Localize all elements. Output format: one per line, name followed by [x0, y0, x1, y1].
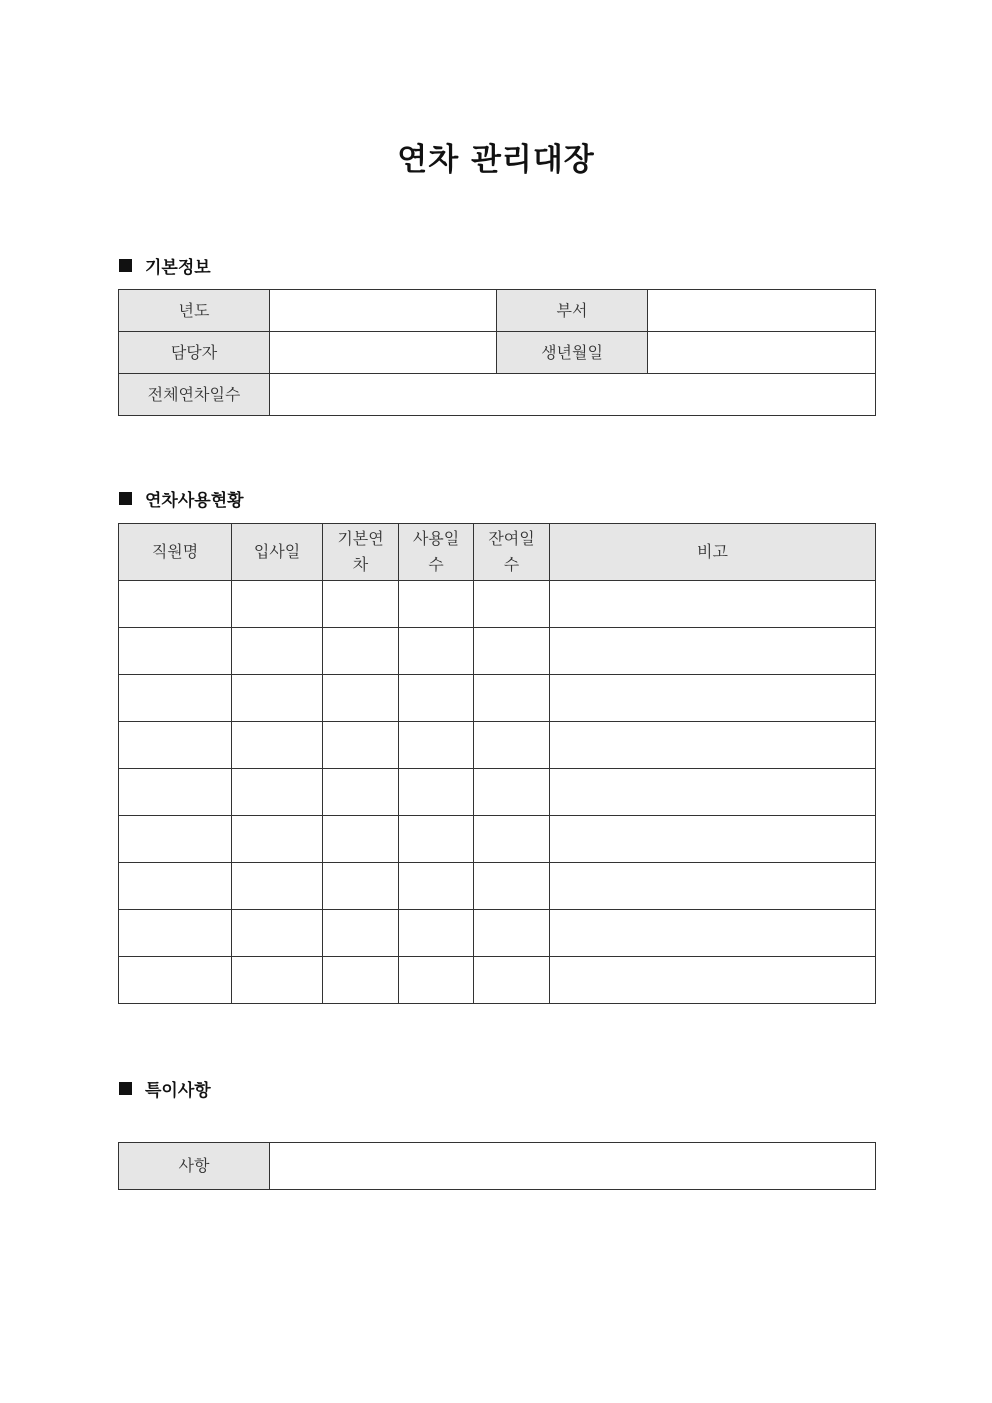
- used-days-cell[interactable]: [399, 628, 474, 675]
- section-heading-remarks: [119, 1076, 211, 1100]
- manager-label: 담당자: [119, 332, 270, 374]
- remaining-days-cell[interactable]: [474, 863, 550, 910]
- remaining-days-cell[interactable]: [474, 581, 550, 628]
- column-header-hire-date: 입사일: [232, 524, 323, 581]
- base-leave-cell[interactable]: [323, 769, 399, 816]
- birthdate-field[interactable]: [648, 332, 876, 374]
- total-leave-days-label: 전체연차일수: [119, 374, 270, 416]
- column-header-remarks: 비고: [550, 524, 876, 581]
- remaining-days-cell[interactable]: [474, 675, 550, 722]
- table-row: [119, 332, 876, 374]
- section-heading-basic-info: [119, 253, 211, 277]
- employee-name-cell[interactable]: [119, 863, 232, 910]
- remarks-table: [118, 1142, 876, 1190]
- base-leave-cell[interactable]: [323, 957, 399, 1004]
- table-row: [119, 957, 876, 1004]
- base-leave-cell[interactable]: [323, 910, 399, 957]
- column-header-used-days: 사용일수: [399, 524, 474, 581]
- year-label: 년도: [119, 290, 270, 332]
- used-days-cell[interactable]: [399, 675, 474, 722]
- base-leave-cell[interactable]: [323, 722, 399, 769]
- remaining-days-cell[interactable]: [474, 628, 550, 675]
- remaining-days-cell[interactable]: [474, 722, 550, 769]
- section-heading-label: 기본정보: [145, 257, 211, 278]
- table-row: [119, 374, 876, 416]
- year-field[interactable]: [270, 290, 497, 332]
- table-row: [119, 722, 876, 769]
- remarks-cell[interactable]: [550, 581, 876, 628]
- table-row: [119, 816, 876, 863]
- table-row: [119, 863, 876, 910]
- section-heading-label: 연차사용현황: [145, 490, 244, 511]
- remaining-days-cell[interactable]: [474, 816, 550, 863]
- leave-usage-table-body: [119, 581, 876, 1004]
- used-days-cell[interactable]: [399, 957, 474, 1004]
- table-row: [119, 1143, 876, 1190]
- section-heading-label: 특이사항: [145, 1080, 211, 1101]
- employee-name-cell[interactable]: [119, 769, 232, 816]
- used-days-cell[interactable]: [399, 816, 474, 863]
- table-row: [119, 910, 876, 957]
- remarks-cell[interactable]: [550, 628, 876, 675]
- employee-name-cell[interactable]: [119, 816, 232, 863]
- employee-name-cell[interactable]: [119, 957, 232, 1004]
- remarks-label: 사항: [119, 1143, 270, 1190]
- remarks-cell[interactable]: [550, 957, 876, 1004]
- employee-name-cell[interactable]: [119, 722, 232, 769]
- hire-date-cell[interactable]: [232, 957, 323, 1004]
- leave-usage-table: [118, 523, 876, 1004]
- base-leave-cell[interactable]: [323, 581, 399, 628]
- column-header-base-leave: 기본연차: [323, 524, 399, 581]
- hire-date-cell[interactable]: [232, 675, 323, 722]
- hire-date-cell[interactable]: [232, 910, 323, 957]
- table-header-row: [119, 524, 876, 581]
- base-leave-cell[interactable]: [323, 863, 399, 910]
- remaining-days-cell[interactable]: [474, 910, 550, 957]
- used-days-cell[interactable]: [399, 910, 474, 957]
- table-row: [119, 769, 876, 816]
- department-label: 부서: [497, 290, 648, 332]
- table-row: [119, 675, 876, 722]
- table-row: [119, 290, 876, 332]
- used-days-cell[interactable]: [399, 581, 474, 628]
- base-leave-cell[interactable]: [323, 816, 399, 863]
- remaining-days-cell[interactable]: [474, 769, 550, 816]
- remaining-days-cell[interactable]: [474, 957, 550, 1004]
- used-days-cell[interactable]: [399, 722, 474, 769]
- section-heading-usage-status: [119, 486, 244, 510]
- used-days-cell[interactable]: [399, 863, 474, 910]
- department-field[interactable]: [648, 290, 876, 332]
- total-leave-days-field[interactable]: [270, 374, 876, 416]
- remarks-cell[interactable]: [550, 816, 876, 863]
- remarks-cell[interactable]: [550, 769, 876, 816]
- square-bullet-icon: [119, 492, 132, 505]
- remarks-cell[interactable]: [550, 675, 876, 722]
- hire-date-cell[interactable]: [232, 722, 323, 769]
- basic-info-table: [118, 289, 876, 416]
- table-row: [119, 628, 876, 675]
- employee-name-cell[interactable]: [119, 910, 232, 957]
- remarks-cell[interactable]: [550, 722, 876, 769]
- employee-name-cell[interactable]: [119, 675, 232, 722]
- hire-date-cell[interactable]: [232, 816, 323, 863]
- column-header-remaining-days: 잔여일수: [474, 524, 550, 581]
- square-bullet-icon: [119, 259, 132, 272]
- birthdate-label: 생년월일: [497, 332, 648, 374]
- page-title: 연차 관리대장: [397, 142, 595, 178]
- manager-field[interactable]: [270, 332, 497, 374]
- table-row: [119, 581, 876, 628]
- hire-date-cell[interactable]: [232, 628, 323, 675]
- square-bullet-icon: [119, 1082, 132, 1095]
- column-header-employee-name: 직원명: [119, 524, 232, 581]
- used-days-cell[interactable]: [399, 769, 474, 816]
- hire-date-cell[interactable]: [232, 769, 323, 816]
- hire-date-cell[interactable]: [232, 581, 323, 628]
- base-leave-cell[interactable]: [323, 628, 399, 675]
- hire-date-cell[interactable]: [232, 863, 323, 910]
- employee-name-cell[interactable]: [119, 628, 232, 675]
- employee-name-cell[interactable]: [119, 581, 232, 628]
- remarks-cell[interactable]: [550, 910, 876, 957]
- remarks-cell[interactable]: [550, 863, 876, 910]
- remarks-field[interactable]: [270, 1143, 876, 1190]
- base-leave-cell[interactable]: [323, 675, 399, 722]
